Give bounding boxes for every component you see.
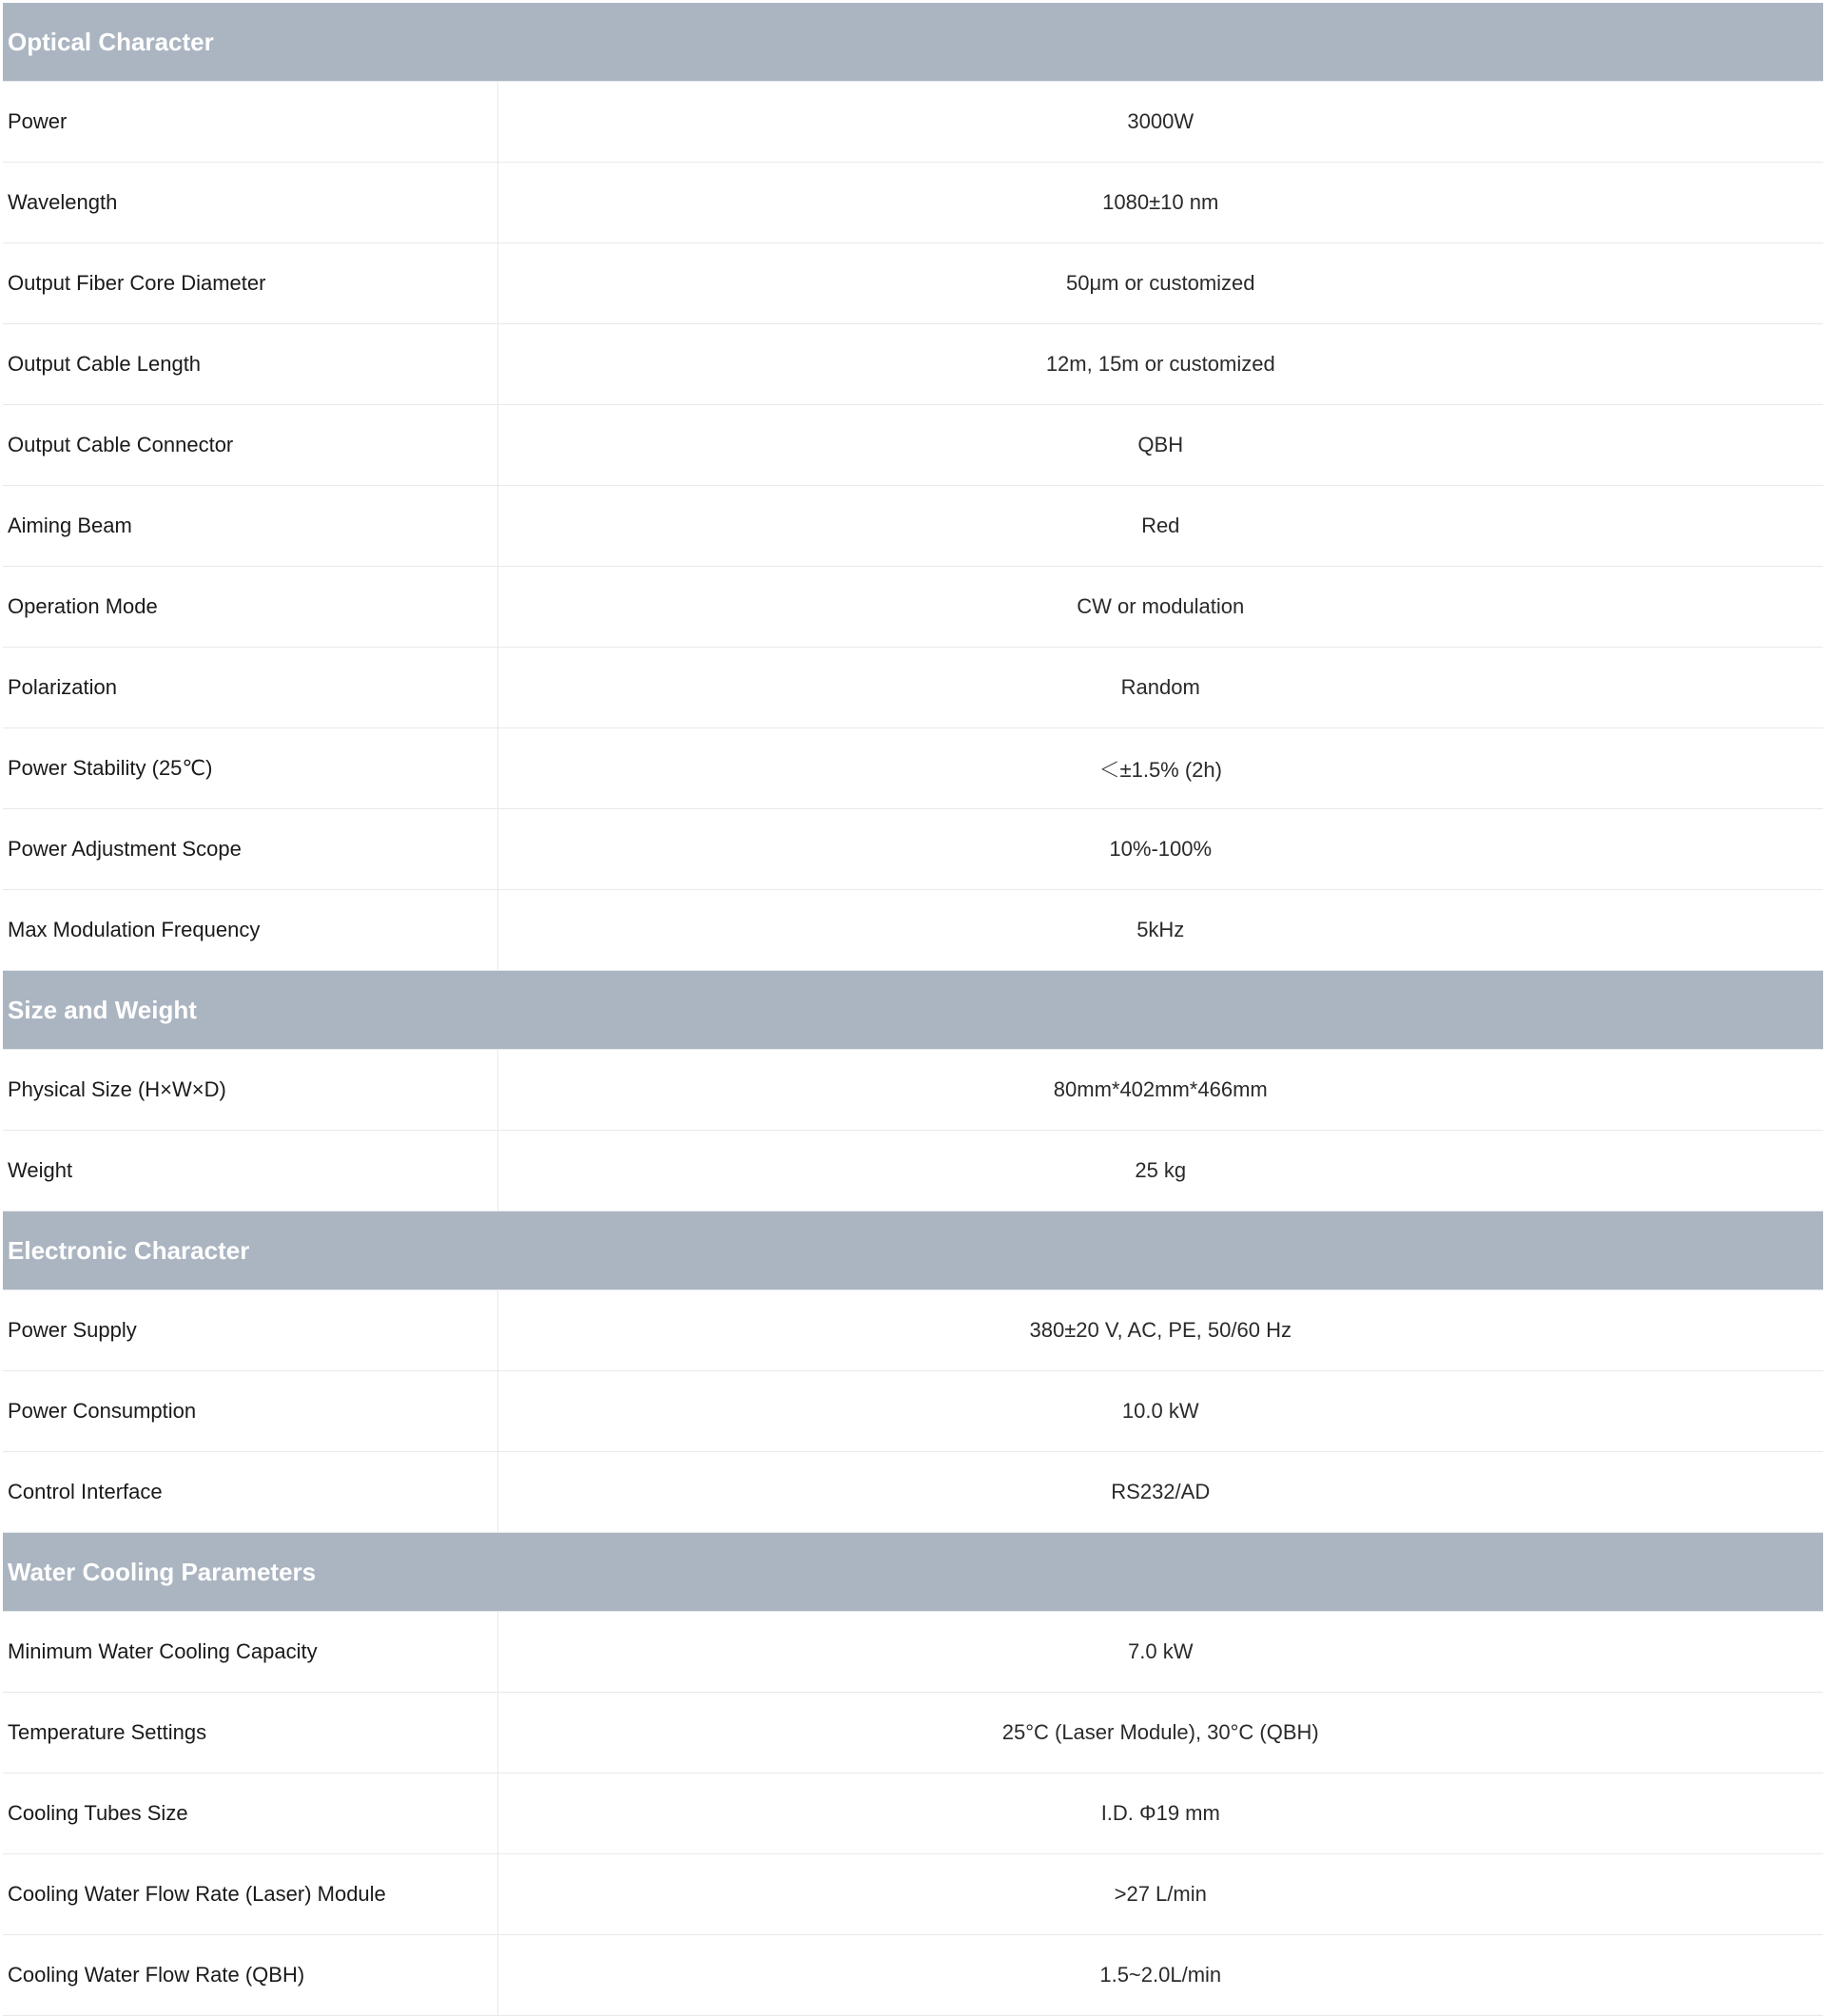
spec-row: [3, 1854, 1823, 1935]
spec-label: Physical Size (H×W×D): [3, 1050, 497, 1131]
spec-row: [3, 1371, 1823, 1452]
spec-row: [3, 1050, 1823, 1131]
spec-row: [3, 405, 1823, 486]
spec-sheet: [3, 3, 1823, 2016]
spec-label: Control Interface: [3, 1452, 497, 1533]
spec-value: CW or modulation: [497, 567, 1823, 648]
spec-row: [3, 809, 1823, 890]
spec-value: ＜±1.5% (2h): [497, 728, 1823, 809]
spec-value: 1080±10 nm: [497, 163, 1823, 243]
spec-value: 25°C (Laser Module), 30°C (QBH): [497, 1693, 1823, 1774]
spec-label: Output Cable Connector: [3, 405, 497, 486]
spec-value: 3000W: [497, 82, 1823, 163]
spec-row: [3, 243, 1823, 324]
spec-value: 25 kg: [497, 1131, 1823, 1212]
spec-value: I.D. Φ19 mm: [497, 1774, 1823, 1854]
spec-label: Temperature Settings: [3, 1693, 497, 1774]
spec-value: 1.5~2.0L/min: [497, 1935, 1823, 2016]
spec-row: [3, 1693, 1823, 1774]
section-title: Electronic Character: [3, 1212, 1823, 1290]
spec-value: 80mm*402mm*466mm: [497, 1050, 1823, 1131]
section-title: Optical Character: [3, 3, 1823, 82]
section-header-size-weight: [3, 971, 1823, 1050]
spec-label: Power Supply: [3, 1290, 497, 1371]
spec-table: [3, 3, 1823, 2016]
spec-value: RS232/AD: [497, 1452, 1823, 1533]
spec-label: Output Fiber Core Diameter: [3, 243, 497, 324]
spec-row: [3, 648, 1823, 728]
spec-label: Cooling Water Flow Rate (QBH): [3, 1935, 497, 2016]
spec-value: 12m, 15m or customized: [497, 324, 1823, 405]
spec-value: 5kHz: [497, 890, 1823, 971]
spec-value: 10%-100%: [497, 809, 1823, 890]
spec-row: [3, 1131, 1823, 1212]
spec-value: >27 L/min: [497, 1854, 1823, 1935]
spec-label: Power Stability (25℃): [3, 728, 497, 809]
section-header-electronic: [3, 1212, 1823, 1290]
spec-row: [3, 890, 1823, 971]
spec-row: [3, 82, 1823, 163]
spec-label: Max Modulation Frequency: [3, 890, 497, 971]
spec-label: Cooling Tubes Size: [3, 1774, 497, 1854]
spec-row: [3, 1452, 1823, 1533]
spec-label: Wavelength: [3, 163, 497, 243]
spec-row: [3, 324, 1823, 405]
spec-label: Power: [3, 82, 497, 163]
spec-value: 7.0 kW: [497, 1612, 1823, 1693]
section-header-water-cooling: [3, 1533, 1823, 1612]
spec-row: [3, 1612, 1823, 1693]
section-header-optical: [3, 3, 1823, 82]
spec-label: Power Consumption: [3, 1371, 497, 1452]
spec-value: QBH: [497, 405, 1823, 486]
spec-label: Polarization: [3, 648, 497, 728]
spec-label: Cooling Water Flow Rate (Laser) Module: [3, 1854, 497, 1935]
section-title: Size and Weight: [3, 971, 1823, 1050]
spec-label: Minimum Water Cooling Capacity: [3, 1612, 497, 1693]
spec-row: [3, 728, 1823, 809]
spec-value: Random: [497, 648, 1823, 728]
spec-row: [3, 486, 1823, 567]
spec-label: Power Adjustment Scope: [3, 809, 497, 890]
spec-row: [3, 1774, 1823, 1854]
spec-value: 50μm or customized: [497, 243, 1823, 324]
spec-label: Operation Mode: [3, 567, 497, 648]
spec-row: [3, 1935, 1823, 2016]
spec-value: 10.0 kW: [497, 1371, 1823, 1452]
section-title: Water Cooling Parameters: [3, 1533, 1823, 1612]
spec-value: Red: [497, 486, 1823, 567]
spec-row: [3, 163, 1823, 243]
spec-label: Output Cable Length: [3, 324, 497, 405]
spec-label: Weight: [3, 1131, 497, 1212]
spec-row: [3, 1290, 1823, 1371]
spec-label: Aiming Beam: [3, 486, 497, 567]
spec-row: [3, 567, 1823, 648]
spec-value: 380±20 V, AC, PE, 50/60 Hz: [497, 1290, 1823, 1371]
